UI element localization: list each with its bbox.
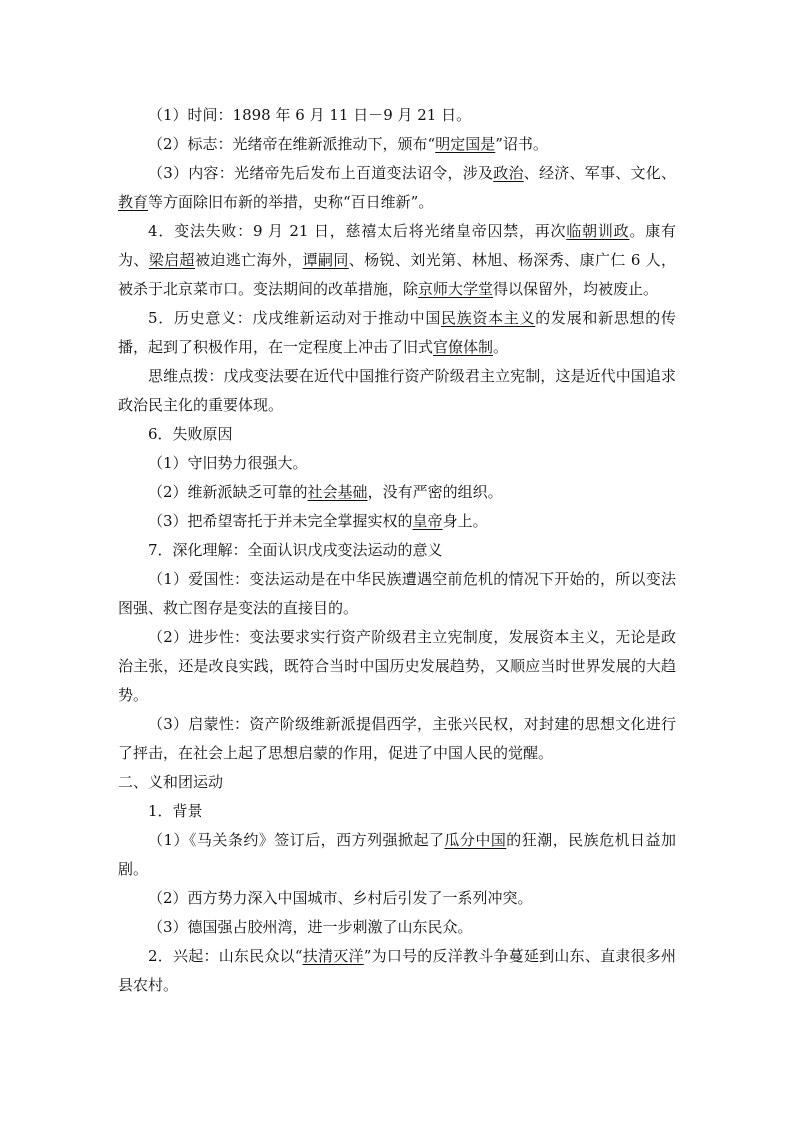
paragraph — [118, 478, 676, 507]
paragraph — [118, 913, 676, 942]
paragraph — [118, 420, 676, 449]
text-segment: （3）德国强占胶州湾，进一步刺激了山东民众。 — [148, 918, 473, 936]
text-segment: （2）标志：光绪帝在维新派推动下，颁布“ — [148, 135, 436, 153]
underlined-term: 教育 — [118, 193, 149, 211]
text-segment: 。 — [493, 338, 509, 356]
text-segment: （1）时间：1898 年 6 月 11 日－9 月 21 日。 — [148, 106, 472, 124]
text-segment: ”诏书。 — [495, 135, 548, 153]
text-segment: 等方面除旧布新的举措，史称“百日维新”。 — [148, 193, 434, 211]
underlined-term: 民族资本主义 — [441, 309, 536, 327]
underlined-term: 扶清灭洋 — [302, 947, 364, 965]
text-segment: 得以保留外，均被废止。 — [493, 280, 659, 298]
paragraph — [118, 768, 676, 797]
underlined-term: 京师大学堂 — [418, 280, 494, 298]
paragraph — [118, 304, 676, 362]
underlined-term: 谭嗣同 — [302, 251, 349, 269]
text-segment: 二、义和团运动 — [118, 773, 224, 791]
text-segment: ，没有严密的组织。 — [367, 483, 503, 501]
paragraph — [118, 884, 676, 913]
text-segment: 。康有为、 — [118, 222, 676, 269]
text-segment: （3）内容：光绪帝先后发布上百道变法诏令，涉及 — [148, 164, 494, 182]
text-segment: 思维点拨：戊戌变法要在近代中国推行资产阶级君主立宪制，这是近代中国追求政治民主化的重要体现。 — [118, 367, 676, 414]
text-segment: 、杨锐、刘光第、林旭、杨深秀、康广仁 6 人，被杀于北京菜市口。变法期间的改革措施，除 — [118, 251, 676, 298]
underlined-term: 梁启超 — [148, 251, 195, 269]
text-segment: 7．深化理解：全面认识戊戌变法运动的意义 — [148, 541, 443, 559]
paragraph — [118, 942, 676, 1000]
paragraph — [118, 362, 676, 420]
paragraph — [118, 623, 676, 710]
paragraph — [118, 101, 676, 130]
underlined-term: 临朝训政 — [566, 222, 630, 240]
text-segment: （1）《马关条约》签订后，西方列强掀起了 — [148, 831, 445, 849]
text-segment: 6．失败原因 — [148, 425, 233, 443]
text-segment: 被迫逃亡海外， — [194, 251, 303, 269]
text-segment: 4．变法失败：9 月 21 日，慈禧太后将光绪皇帝囚禁，再次 — [148, 222, 567, 240]
paragraph — [118, 565, 676, 623]
text-segment: 、经济、军事、文化、 — [523, 164, 676, 182]
underlined-term: 社会基础 — [307, 483, 368, 501]
paragraph — [118, 130, 676, 159]
text-segment: （2）维新派缺乏可靠的 — [148, 483, 308, 501]
text-segment: （2）西方势力深入中国城市、乡村后引发了一系列冲突。 — [148, 889, 533, 907]
text-segment: （3）启蒙性：资产阶级维新派提倡西学，主张兴民权，对封建的思想文化进行了抨击，在社会上起了思想启蒙的作用，促进了中国人民的觉醒。 — [118, 715, 676, 762]
paragraph — [118, 710, 676, 768]
text-segment: （1）爱国性：变法运动是在中华民族遭遇空前危机的情况下开始的，所以变法图强、救亡图存是变法的直接目的。 — [118, 570, 676, 617]
text-segment: ”为口号的反洋教斗争蔓延到山东、直隶很多州县农村。 — [118, 947, 676, 994]
text-segment: 的发展和新思想的传播，起到了积极作用，在一定程度上冲击了旧式 — [118, 309, 676, 356]
underlined-term: 政治 — [493, 164, 524, 182]
paragraph — [118, 159, 676, 217]
underlined-term: 官僚体制 — [433, 338, 494, 356]
text-segment: 1．背景 — [148, 802, 203, 820]
text-segment: （2）进步性：变法要求实行资产阶级君主立宪制度，发展资本主义，无论是政治主张，还是改良实践，既符合当时中国历史发展趋势，又顺应当时世界发展的大趋势。 — [118, 628, 676, 704]
paragraph — [118, 507, 676, 536]
text-segment: 的狂潮，民族危机日益加剧。 — [118, 831, 676, 878]
underlined-term: 瓜分中国 — [444, 831, 507, 849]
text-segment: 2．兴起：山东民众以“ — [148, 947, 303, 965]
paragraph — [118, 826, 676, 884]
paragraph — [118, 217, 676, 304]
paragraph — [118, 536, 676, 565]
text-segment: （3）把希望寄托于并未完全掌握实权的 — [148, 512, 413, 530]
paragraph — [118, 797, 676, 826]
text-segment: 5．历史意义：戊戌维新运动对于推动中国 — [148, 309, 442, 327]
text-segment: （1）守旧势力很强大。 — [148, 454, 308, 472]
underlined-term: 明定国是 — [435, 135, 496, 153]
paragraph — [118, 449, 676, 478]
text-segment: 身上。 — [442, 512, 488, 530]
underlined-term: 皇帝 — [412, 512, 443, 530]
document-body — [118, 101, 676, 1000]
